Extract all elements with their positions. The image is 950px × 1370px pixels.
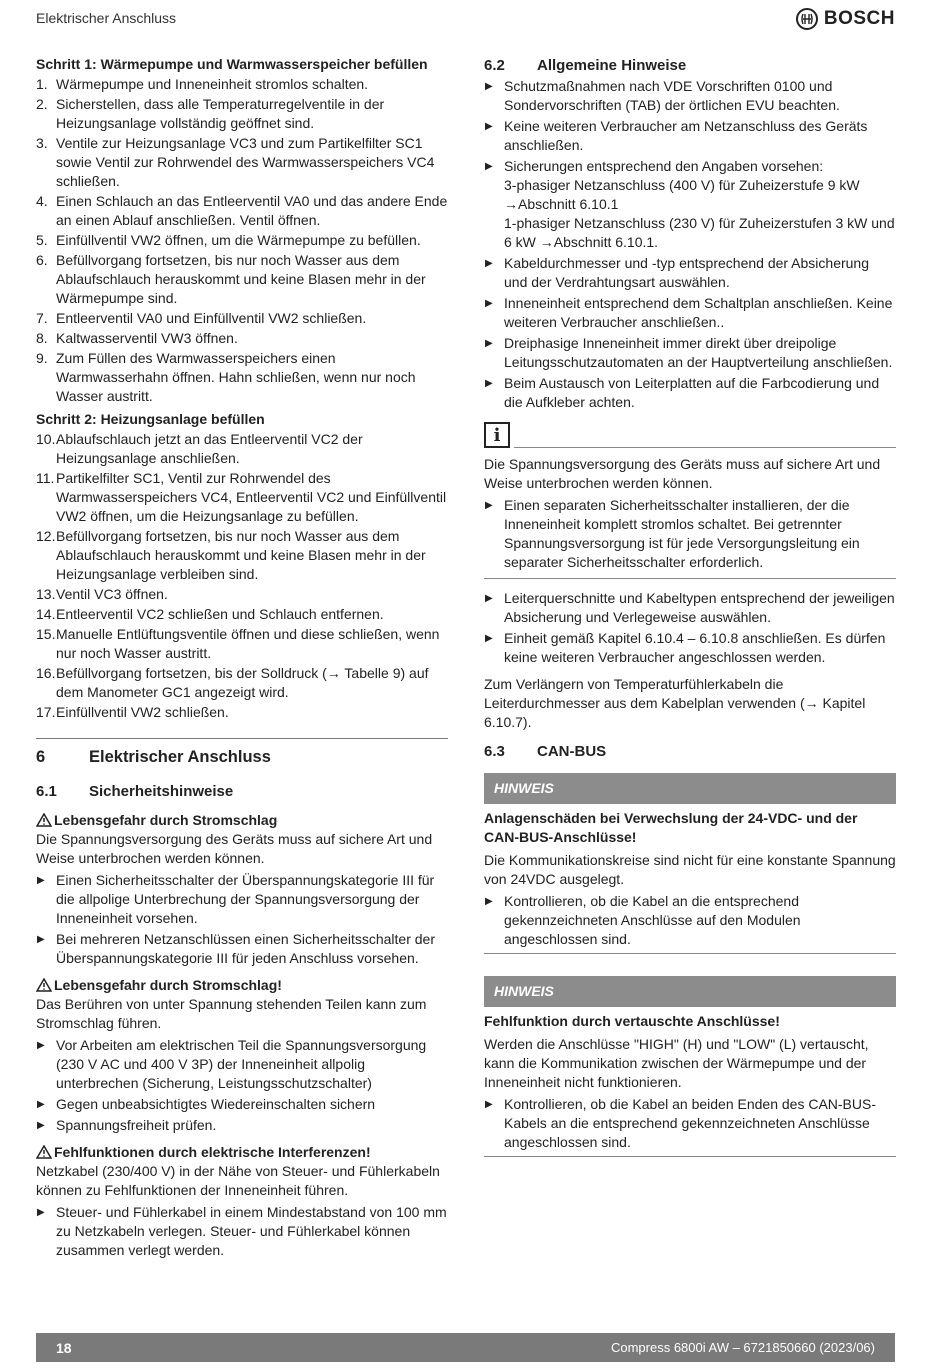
section-number: 6 (36, 748, 46, 766)
section-6-heading (36, 738, 448, 767)
warning-heading (36, 1143, 448, 1162)
section-6-3-heading (484, 742, 896, 761)
step-text: Sicherstellen, dass alle Temperaturregelventile in der Heizungsanlage vollständig geöffnet sind. (56, 96, 385, 131)
arrow-bullet-icon: ▶ (485, 593, 493, 604)
item-text: Einen separaten Sicherheitsschalter installieren, der die Inneneinheit komplett stromlos schaltet. Bei getrennter Spannungsversorgung ist für jede Versorgungsleitung ein separater Sicherheitsschalter erforderlich. (504, 497, 860, 570)
arrow-bullet-icon: ▶ (37, 875, 45, 886)
fuse-line: 1-phasiger Netzanschluss (230 V) für Zuheizerstufen 3 kW und 6 kW →Abschnitt 6.10.1. (504, 215, 895, 250)
item-text: Dreiphasige Inneneinheit immer direkt über dreipolige Leitungsschutzautomaten an der Hauptverteilung anschließen. (504, 335, 893, 370)
step-text: Kaltwasserventil VW3 öffnen. (56, 330, 238, 346)
section-6-1-heading (36, 782, 448, 801)
item-text: Einen Sicherheitsschalter der Überspannungskategorie III für die allpolige Unterbrechung der Spannungsversorgung der Inneneinheit vorsehen. (56, 872, 435, 926)
step1-list (36, 75, 448, 406)
step-number: 5. (36, 232, 48, 248)
list-item (484, 374, 896, 412)
step-item (36, 309, 448, 328)
list-item (36, 1036, 448, 1093)
step-text: Entleerventil VA0 und Einfüllventil VW2 schließen. (56, 310, 367, 326)
notice-actions (484, 1095, 896, 1152)
item-text: Steuer- und Fühlerkabel in einem Mindestabstand von 100 mm zu Netzkabeln verlegen. Steuer- und Fühlerkabel können zusammen verlegt werden. (56, 1204, 447, 1258)
item-text: Leiterquerschnitte und Kabeltypen entsprechend der jeweiligen Absicherung und Verlegeweise auswählen. (504, 590, 895, 625)
section-title: Elektrischer Anschluss (89, 748, 271, 766)
info-note (484, 422, 896, 579)
step-text: Ablaufschlauch jetzt an das Entleerventil VC2 der Heizungsanlage anschließen. (56, 431, 363, 466)
warning-actions (36, 1203, 448, 1260)
warning-heading (36, 811, 448, 830)
step-item (36, 329, 448, 348)
notice-box (484, 976, 896, 1157)
step-text: Einen Schlauch an das Entleerventil VA0 und das andere Ende an einen Ablauf anschließen. Ventil öffnen. (56, 193, 448, 228)
arrow-bullet-icon: ▶ (485, 896, 493, 907)
arrow-bullet-icon: ▶ (485, 298, 493, 309)
running-header-title: Elektrischer Anschluss (36, 10, 177, 26)
list-item (484, 157, 896, 252)
list-item (484, 892, 896, 949)
step-item (36, 585, 448, 604)
list-item (36, 1095, 448, 1114)
step-number: 10. (36, 431, 56, 447)
arrow-bullet-icon: ▶ (485, 378, 493, 389)
item-text: Gegen unbeabsichtigtes Wiedereinschalten sichern (56, 1096, 376, 1112)
step-item (36, 605, 448, 624)
item-text: Kontrollieren, ob die Kabel an beiden Enden des CAN-BUS-Kabels an die entsprechend gekennzeichneten Anschlüsse angeschlossen sind. (504, 1096, 877, 1150)
arrow-bullet-icon: ▶ (485, 161, 493, 172)
arrow-bullet-icon: ▶ (37, 1120, 45, 1131)
item-text: Vor Arbeiten am elektrischen Teil die Spannungsversorgung (230 V AC und 400 V 3P) der Inneneinheit allpolig unterbrechen (Sicherung, Leistungsschutzschalter) (56, 1037, 427, 1091)
step-text: Einfüllventil VW2 öffnen, um die Wärmepumpe zu befüllen. (56, 232, 421, 248)
list-item (36, 930, 448, 968)
arrow-bullet-icon: ▶ (485, 81, 493, 92)
fuse-line: 3-phasiger Netzanschluss (400 V) für Zuheizerstufe 9 kW →Abschnitt 6.10.1 (504, 177, 860, 212)
item-text: Einheit gemäß Kapitel 6.10.4 – 6.10.8 anschließen. Es dürfen keine weiteren Verbraucher angeschlossen werden. (504, 630, 886, 665)
extension-text: Zum Verlängern von Temperaturfühlerkabeln die Leiterdurchmesser aus dem Kabelplan verwenden (→ Kapitel 6.10.7). (484, 676, 866, 730)
step-item (36, 95, 448, 133)
notice-label: HINWEIS (484, 773, 896, 804)
list-item (484, 117, 896, 155)
info-header (484, 422, 896, 448)
list-item (484, 254, 896, 292)
step-item (36, 231, 448, 250)
item-text: Keine weiteren Verbraucher am Netzanschluss des Geräts anschließen. (504, 118, 868, 153)
step-text: Manuelle Entlüftungsventile öffnen und diese schließen, wenn nur noch Wasser austritt. (56, 626, 440, 661)
list-item (484, 496, 896, 572)
list-item (484, 77, 896, 115)
step-number: 1. (36, 76, 48, 92)
step-number: 7. (36, 310, 48, 326)
divider (484, 578, 896, 579)
notice-text: Die Kommunikationskreise sind nicht für eine konstante Spannung von 24VDC ausgelegt. (484, 852, 896, 887)
brand-name: BOSCH (823, 8, 895, 29)
step1-heading: Schritt 1: Wärmepumpe und Warmwasserspeicher befüllen (36, 56, 428, 72)
notice-title: Anlagenschäden bei Verwechslung der 24-VDC- und der CAN-BUS-Anschlüsse! (484, 810, 858, 845)
arrow-bullet-icon: ▶ (37, 934, 45, 945)
step-item (36, 192, 448, 230)
step-number: 16. (36, 665, 56, 681)
warning-actions (36, 871, 448, 968)
item-text: Inneneinheit entsprechend dem Schaltplan anschließen. Keine weiteren Verbraucher anschließen.. (504, 295, 893, 330)
list-item (484, 334, 896, 372)
step-number: 14. (36, 606, 56, 622)
list-item (484, 629, 896, 667)
step-text: Ventile zur Heizungsanlage VC3 und zum Partikelfilter SC1 sowie Ventil zur Rohrwendel des Warmwasserspeichers VC4 schließen. (56, 135, 435, 189)
arrow-bullet-icon: ▶ (485, 633, 493, 644)
item-text: Spannungsfreiheit prüfen. (56, 1117, 217, 1133)
left-column (36, 55, 448, 1268)
warning-title: Lebensgefahr durch Stromschlag! (54, 977, 282, 993)
step-number: 12. (36, 528, 56, 544)
step-number: 17. (36, 704, 56, 720)
item-text: Sicherungen entsprechend den Angaben vorsehen: (504, 158, 824, 174)
list-item (484, 294, 896, 332)
section-number: 6.2 (484, 57, 505, 74)
notice-box (484, 773, 896, 954)
list-item (484, 589, 896, 627)
step-number: 3. (36, 135, 48, 151)
warning-triangle-icon (36, 1145, 52, 1159)
step-item (36, 527, 448, 584)
brand (796, 8, 895, 30)
item-text: Bei mehreren Netzanschlüssen einen Sicherheitsschalter der Überspannungskategorie III für jeden Anschluss vorsehen. (56, 931, 435, 966)
item-text: Schutzmaßnahmen nach VDE Vorschriften 0100 und Sondervorschriften (TAB) der örtlichen EVU beachten. (504, 78, 840, 113)
list-item (484, 1095, 896, 1152)
info-icon: i (484, 422, 510, 448)
step-number: 8. (36, 330, 48, 346)
step-text: Entleerventil VC2 schließen und Schlauch entfernen. (56, 606, 384, 622)
step-item (36, 469, 448, 526)
arrow-bullet-icon: ▶ (485, 338, 493, 349)
arrow-bullet-icon: ▶ (37, 1207, 45, 1218)
step-text: Wärmepumpe und Inneneinheit stromlos schalten. (56, 76, 369, 92)
info-text: Die Spannungsversorgung des Geräts muss auf sichere Art und Weise unterbrochen werden können. (484, 456, 881, 491)
step-item (36, 75, 448, 94)
step-item (36, 251, 448, 308)
item-text: Kabeldurchmesser und -typ entsprechend der Absicherung und der Verdrahtungsart auswählen. (504, 255, 869, 290)
step-item (36, 625, 448, 663)
warning-text: Netzkabel (230/400 V) in der Nähe von Steuer- und Fühlerkabeln können zu Fehlfunktionen der Inneneinheit führen. (36, 1163, 440, 1198)
bosch-logo-icon (796, 8, 818, 30)
step2-heading: Schritt 2: Heizungsanlage befüllen (36, 411, 265, 427)
notice-label: HINWEIS (484, 976, 896, 1007)
section-title: Allgemeine Hinweise (537, 57, 687, 74)
step-number: 11. (36, 470, 55, 486)
section-6-2-heading (484, 56, 896, 75)
step-text: Befüllvorgang fortsetzen, bis nur noch Wasser aus dem Ablaufschlauch herauskommt und keine Blasen mehr in der Wärmepumpe sind. (56, 252, 426, 306)
divider (514, 447, 896, 448)
arrow-bullet-icon: ▶ (485, 500, 493, 511)
step-number: 6. (36, 252, 48, 268)
right-column (484, 55, 896, 1157)
warning-title: Fehlfunktionen durch elektrische Interferenzen! (54, 1144, 371, 1160)
step-text: Befüllvorgang fortsetzen, bis nur noch Wasser aus dem Ablaufschlauch herauskommt und keine Blasen mehr in der Heizungsanlage verbleiben sind. (56, 528, 426, 582)
document-reference: Compress 6800i AW – 6721850660 (2023/06) (610, 1340, 875, 1355)
warning-title: Lebensgefahr durch Stromschlag (54, 812, 278, 828)
arrow-bullet-icon: ▶ (485, 121, 493, 132)
step-text: Ventil VC3 öffnen. (56, 586, 168, 602)
section-number: 6.3 (484, 743, 505, 760)
arrow-bullet-icon: ▶ (37, 1099, 45, 1110)
arrow-bullet-icon: ▶ (485, 258, 493, 269)
step-number: 9. (36, 350, 48, 366)
cable-notes-list (484, 589, 896, 667)
section-number: 6.1 (36, 783, 57, 800)
notice-actions (484, 892, 896, 949)
step-number: 15. (36, 626, 56, 642)
list-item (36, 1203, 448, 1260)
page-number: 18 (56, 1339, 72, 1356)
step-number: 13. (36, 586, 56, 602)
page-header (36, 8, 895, 34)
warning-triangle-icon (36, 813, 52, 827)
step-item (36, 703, 448, 722)
step-text: Befüllvorgang fortsetzen, bis der Solldruck (→ Tabelle 9) auf dem Manometer GC1 angezeigt wird. (56, 665, 429, 700)
step-item (36, 664, 448, 702)
step-text: Partikelfilter SC1, Ventil zur Rohrwendel des Warmwasserspeichers VC4, Entleerventil VC2 und Einfüllventil VW2 öffnen, um die Heizungsanlage zu befüllen. (56, 470, 447, 524)
warning-heading (36, 976, 448, 995)
arrow-bullet-icon: ▶ (485, 1099, 493, 1110)
page-footer (36, 1333, 895, 1362)
step-number: 4. (36, 193, 48, 209)
step-item (36, 134, 448, 191)
warning-triangle-icon (36, 978, 52, 992)
section-title: CAN-BUS (537, 743, 607, 760)
general-notes-list (484, 77, 896, 412)
arrow-bullet-icon: ▶ (37, 1040, 45, 1051)
item-text: Kontrollieren, ob die Kabel an die entsprechend gekennzeichneten Anschlüsse auf den Modulen angeschlossen sind. (504, 893, 801, 947)
section-title: Sicherheitshinweise (89, 783, 234, 800)
warning-actions (36, 1036, 448, 1135)
warning-text: Die Spannungsversorgung des Geräts muss auf sichere Art und Weise unterbrochen werden können. (36, 831, 433, 866)
item-text: Beim Austausch von Leiterplatten auf die Farbcodierung und die Aufkleber achten. (504, 375, 880, 410)
info-actions (484, 496, 896, 572)
warning-text: Das Berühren von unter Spannung stehenden Teilen kann zum Stromschlag führen. (36, 996, 427, 1031)
list-item (36, 871, 448, 928)
list-item (36, 1116, 448, 1135)
step-text: Zum Füllen des Warmwasserspeichers einen Warmwasserhahn öffnen. Hahn schließen, wenn nur noch Wasser austritt. (56, 350, 416, 404)
step-number: 2. (36, 96, 48, 112)
step-item (36, 430, 448, 468)
step2-list (36, 430, 448, 722)
notice-text: Werden die Anschlüsse "HIGH" (H) und "LOW" (L) vertauscht, kann die Kommunikation zwischen der Wärmepumpe und der Inneneinheit nicht funktionieren. (484, 1036, 869, 1090)
step-text: Einfüllventil VW2 schließen. (56, 704, 229, 720)
step-item (36, 349, 448, 406)
notice-title: Fehlfunktion durch vertauschte Anschlüsse! (484, 1013, 780, 1029)
